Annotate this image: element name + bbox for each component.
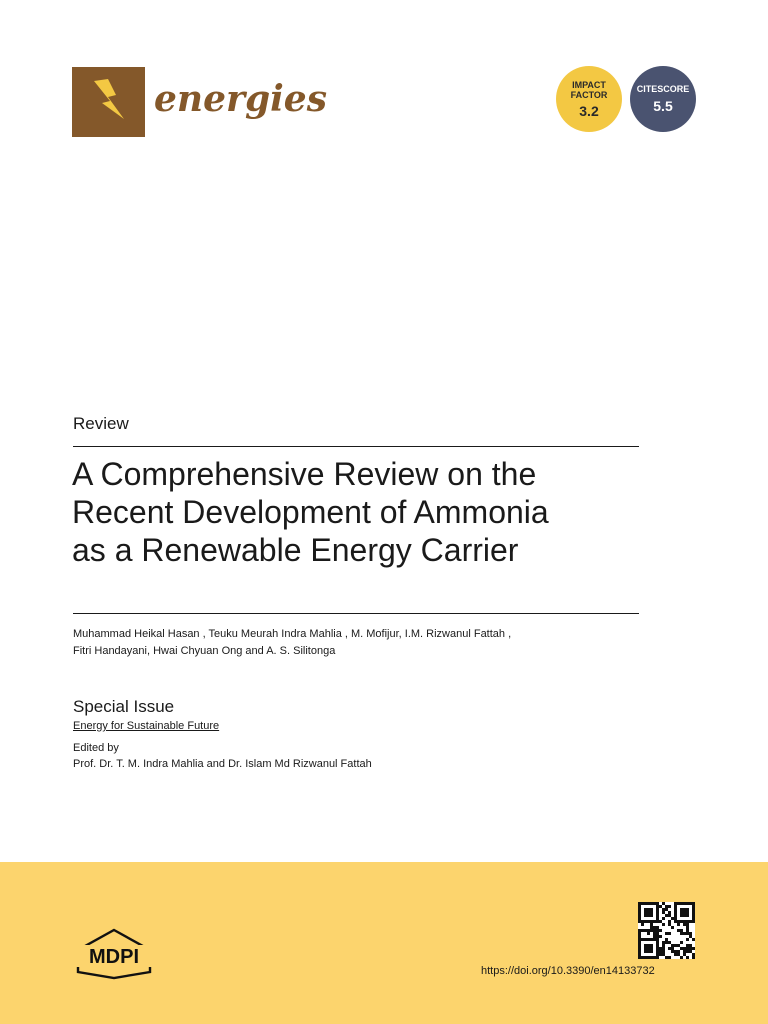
special-issue-link[interactable]: Energy for Sustainable Future bbox=[73, 720, 220, 732]
qr-module bbox=[662, 941, 665, 944]
qr-module bbox=[644, 938, 647, 941]
qr-module bbox=[692, 902, 695, 905]
qr-module bbox=[644, 929, 647, 932]
article-title-line: A Comprehensive Review on the bbox=[72, 456, 537, 492]
divider-top bbox=[73, 446, 639, 447]
qr-module bbox=[689, 902, 692, 905]
qr-module bbox=[641, 902, 644, 905]
qr-module bbox=[686, 911, 689, 914]
qr-module bbox=[647, 950, 650, 953]
qr-module bbox=[656, 902, 659, 905]
qr-module bbox=[647, 929, 650, 932]
qr-module bbox=[692, 956, 695, 959]
qr-module bbox=[656, 917, 659, 920]
qr-module bbox=[686, 923, 689, 926]
qr-module bbox=[674, 905, 677, 908]
qr-module bbox=[674, 917, 677, 920]
qr-code-icon[interactable] bbox=[638, 902, 695, 959]
qr-module bbox=[680, 914, 683, 917]
qr-module bbox=[689, 920, 692, 923]
qr-module bbox=[641, 920, 644, 923]
qr-module bbox=[671, 947, 674, 950]
qr-module bbox=[653, 902, 656, 905]
qr-module bbox=[686, 920, 689, 923]
qr-module bbox=[668, 932, 671, 935]
qr-module bbox=[686, 950, 689, 953]
qr-module bbox=[689, 944, 692, 947]
qr-module bbox=[683, 932, 686, 935]
qr-module bbox=[638, 938, 641, 941]
qr-module bbox=[677, 944, 680, 947]
qr-module bbox=[638, 941, 641, 944]
qr-module bbox=[665, 938, 668, 941]
journal-logo[interactable] bbox=[72, 67, 145, 137]
qr-module bbox=[638, 947, 641, 950]
qr-module bbox=[683, 902, 686, 905]
qr-module bbox=[692, 905, 695, 908]
qr-module bbox=[656, 932, 659, 935]
qr-module bbox=[683, 914, 686, 917]
qr-module bbox=[638, 929, 641, 932]
qr-module bbox=[662, 944, 665, 947]
qr-module bbox=[692, 920, 695, 923]
qr-module bbox=[641, 929, 644, 932]
qr-module bbox=[647, 947, 650, 950]
qr-module bbox=[647, 902, 650, 905]
qr-module bbox=[674, 902, 677, 905]
qr-module bbox=[647, 944, 650, 947]
publisher-name: MDPI bbox=[89, 946, 139, 968]
qr-module bbox=[668, 911, 671, 914]
qr-module bbox=[686, 926, 689, 929]
impact-factor-badge[interactable] bbox=[556, 66, 622, 132]
qr-module bbox=[686, 932, 689, 935]
qr-module bbox=[686, 902, 689, 905]
article-title-line: Recent Development of Ammonia bbox=[72, 494, 549, 530]
qr-module bbox=[686, 956, 689, 959]
qr-module bbox=[680, 908, 683, 911]
qr-module bbox=[656, 908, 659, 911]
qr-module bbox=[662, 917, 665, 920]
qr-module bbox=[665, 941, 668, 944]
qr-module bbox=[650, 914, 653, 917]
doi-link[interactable]: https://doi.org/10.3390/en14133732 bbox=[481, 965, 655, 977]
qr-module bbox=[644, 950, 647, 953]
qr-module bbox=[647, 911, 650, 914]
qr-module bbox=[692, 908, 695, 911]
qr-module bbox=[656, 905, 659, 908]
qr-module bbox=[650, 956, 653, 959]
qr-module bbox=[686, 947, 689, 950]
qr-module bbox=[647, 920, 650, 923]
qr-module bbox=[662, 923, 665, 926]
qr-module bbox=[659, 929, 662, 932]
qr-module bbox=[644, 911, 647, 914]
qr-module bbox=[638, 911, 641, 914]
qr-module bbox=[659, 947, 662, 950]
editors: Prof. Dr. T. M. Indra Mahlia and Dr. Islam Md Rizwanul Fattah bbox=[73, 758, 372, 770]
qr-module bbox=[644, 920, 647, 923]
citescore-badge[interactable] bbox=[630, 66, 696, 132]
qr-module bbox=[650, 908, 653, 911]
qr-module bbox=[674, 953, 677, 956]
qr-module bbox=[653, 926, 656, 929]
qr-module bbox=[680, 956, 683, 959]
qr-module bbox=[680, 941, 683, 944]
qr-module bbox=[650, 950, 653, 953]
authors-line: Muhammad Heikal Hasan , Teuku Meurah Indra Mahlia , M. Mofijur, I.M. Rizwanul Fattah , bbox=[73, 628, 512, 640]
qr-module bbox=[665, 908, 668, 911]
qr-module bbox=[659, 950, 662, 953]
qr-module bbox=[644, 914, 647, 917]
qr-module bbox=[683, 923, 686, 926]
qr-module bbox=[656, 938, 659, 941]
qr-module bbox=[692, 938, 695, 941]
qr-module bbox=[656, 953, 659, 956]
qr-module bbox=[680, 947, 683, 950]
qr-module bbox=[683, 911, 686, 914]
qr-module bbox=[638, 902, 641, 905]
impact-factor-label-line2: FACTOR bbox=[570, 89, 608, 100]
qr-module bbox=[683, 920, 686, 923]
qr-module bbox=[674, 944, 677, 947]
lightning-bolt-icon bbox=[72, 67, 145, 137]
qr-module bbox=[686, 944, 689, 947]
author-list bbox=[73, 626, 633, 660]
qr-module bbox=[650, 929, 653, 932]
qr-module bbox=[671, 917, 674, 920]
qr-module bbox=[644, 908, 647, 911]
special-issue-heading: Special Issue bbox=[73, 697, 175, 716]
qr-module bbox=[668, 941, 671, 944]
qr-module bbox=[692, 911, 695, 914]
impact-factor-value: 3.2 bbox=[579, 102, 599, 119]
qr-module bbox=[692, 917, 695, 920]
qr-module bbox=[668, 956, 671, 959]
qr-module bbox=[668, 920, 671, 923]
qr-module bbox=[671, 950, 674, 953]
qr-module bbox=[638, 935, 641, 938]
qr-module bbox=[665, 932, 668, 935]
qr-module bbox=[656, 947, 659, 950]
qr-module bbox=[662, 908, 665, 911]
qr-module bbox=[674, 908, 677, 911]
qr-module bbox=[653, 938, 656, 941]
qr-module bbox=[644, 944, 647, 947]
qr-module bbox=[680, 929, 683, 932]
qr-module bbox=[677, 929, 680, 932]
qr-module bbox=[656, 920, 659, 923]
qr-module bbox=[656, 935, 659, 938]
qr-module bbox=[674, 914, 677, 917]
qr-module bbox=[677, 950, 680, 953]
qr-module bbox=[683, 953, 686, 956]
qr-module bbox=[638, 908, 641, 911]
qr-module bbox=[677, 902, 680, 905]
qr-module bbox=[650, 938, 653, 941]
qr-module bbox=[668, 905, 671, 908]
qr-module bbox=[686, 938, 689, 941]
qr-module bbox=[686, 908, 689, 911]
qr-module bbox=[647, 932, 650, 935]
qr-module bbox=[641, 956, 644, 959]
qr-module bbox=[692, 947, 695, 950]
qr-module bbox=[665, 956, 668, 959]
qr-module bbox=[644, 956, 647, 959]
qr-module bbox=[647, 956, 650, 959]
qr-module bbox=[653, 935, 656, 938]
qr-module bbox=[650, 947, 653, 950]
qr-module bbox=[638, 950, 641, 953]
qr-module bbox=[665, 914, 668, 917]
qr-module bbox=[650, 911, 653, 914]
qr-module bbox=[656, 950, 659, 953]
qr-module bbox=[662, 911, 665, 914]
qr-module bbox=[662, 947, 665, 950]
qr-module bbox=[653, 932, 656, 935]
qr-module bbox=[689, 932, 692, 935]
qr-module bbox=[662, 950, 665, 953]
qr-module bbox=[638, 956, 641, 959]
qr-module bbox=[638, 905, 641, 908]
qr-module bbox=[680, 920, 683, 923]
qr-module bbox=[677, 920, 680, 923]
qr-module bbox=[692, 914, 695, 917]
impact-factor-label-line1: IMPACT bbox=[572, 79, 606, 90]
authors-line: Fitri Handayani, Hwai Chyuan Ong and A. S. Silitonga bbox=[73, 645, 336, 657]
qr-module bbox=[689, 947, 692, 950]
qr-module bbox=[659, 935, 662, 938]
qr-module bbox=[650, 902, 653, 905]
qr-module bbox=[650, 920, 653, 923]
qr-module bbox=[668, 923, 671, 926]
qr-module bbox=[659, 920, 662, 923]
divider-bottom bbox=[73, 613, 639, 614]
edited-by-label: Edited by bbox=[73, 742, 119, 754]
qr-module bbox=[662, 902, 665, 905]
qr-module bbox=[650, 944, 653, 947]
qr-module bbox=[656, 929, 659, 932]
citescore-label: CITESCORE bbox=[636, 84, 690, 94]
qr-module bbox=[683, 947, 686, 950]
qr-module bbox=[674, 911, 677, 914]
qr-module bbox=[677, 923, 680, 926]
qr-module bbox=[647, 908, 650, 911]
journal-name: energies bbox=[154, 78, 327, 120]
qr-module bbox=[641, 938, 644, 941]
qr-module bbox=[650, 923, 653, 926]
qr-module bbox=[680, 932, 683, 935]
qr-module bbox=[638, 932, 641, 935]
qr-module bbox=[668, 914, 671, 917]
citescore-value: 5.5 bbox=[653, 98, 673, 114]
qr-module bbox=[656, 941, 659, 944]
article-title bbox=[72, 455, 652, 569]
qr-module bbox=[680, 902, 683, 905]
qr-module bbox=[677, 953, 680, 956]
qr-module bbox=[671, 926, 674, 929]
qr-module bbox=[653, 929, 656, 932]
qr-module bbox=[638, 920, 641, 923]
qr-module bbox=[644, 947, 647, 950]
qr-module bbox=[674, 950, 677, 953]
article-title-line: as a Renewable Energy Carrier bbox=[72, 532, 519, 568]
qr-module bbox=[638, 914, 641, 917]
qr-module bbox=[638, 917, 641, 920]
qr-module bbox=[644, 902, 647, 905]
qr-module bbox=[653, 920, 656, 923]
qr-module bbox=[656, 956, 659, 959]
qr-module bbox=[659, 953, 662, 956]
qr-module bbox=[656, 914, 659, 917]
qr-module bbox=[659, 905, 662, 908]
qr-module bbox=[686, 914, 689, 917]
qr-module bbox=[656, 911, 659, 914]
qr-module bbox=[641, 923, 644, 926]
qr-module bbox=[665, 905, 668, 908]
qr-module bbox=[680, 911, 683, 914]
article-type: Review bbox=[73, 414, 129, 433]
qr-module bbox=[638, 953, 641, 956]
qr-module bbox=[671, 944, 674, 947]
qr-module bbox=[683, 908, 686, 911]
qr-module bbox=[668, 947, 671, 950]
qr-module bbox=[638, 944, 641, 947]
qr-module bbox=[686, 929, 689, 932]
qr-module bbox=[656, 944, 659, 947]
qr-module bbox=[689, 950, 692, 953]
qr-module bbox=[692, 953, 695, 956]
qr-module bbox=[683, 950, 686, 953]
qr-module bbox=[653, 956, 656, 959]
qr-module bbox=[662, 953, 665, 956]
qr-module bbox=[647, 938, 650, 941]
qr-module bbox=[689, 935, 692, 938]
qr-module bbox=[647, 914, 650, 917]
publisher-logo[interactable] bbox=[72, 928, 156, 985]
qr-module bbox=[674, 920, 677, 923]
qr-module bbox=[650, 926, 653, 929]
qr-module bbox=[656, 926, 659, 929]
